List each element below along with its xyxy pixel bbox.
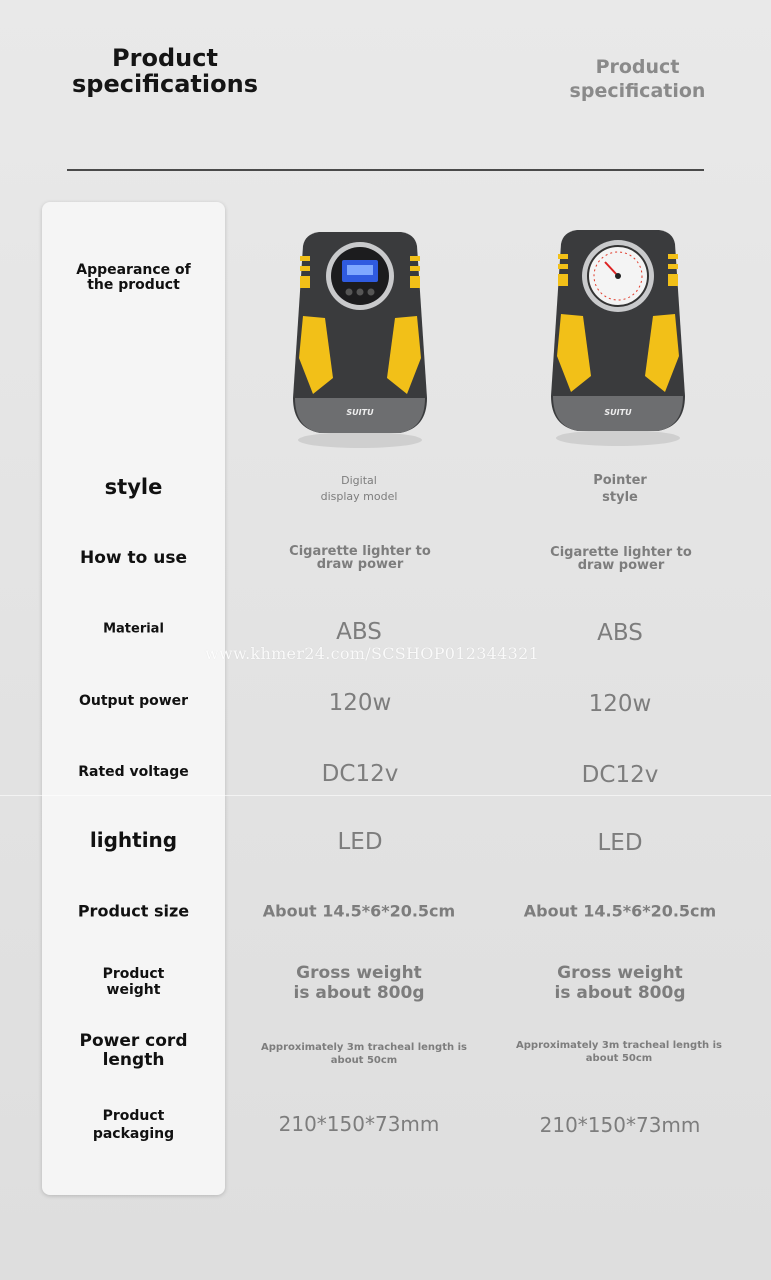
label-cord-line2: length: [102, 1050, 165, 1070]
value-how-to-use-1: [289, 545, 431, 571]
value-weight-1-line1: Gross weight: [296, 963, 422, 983]
label-appearance-line1: Appearance of: [76, 262, 191, 278]
value-style-pointer-line2: style: [602, 490, 638, 505]
label-product-size: Product size: [77, 901, 190, 921]
value-output-power-1: 120w: [328, 690, 392, 716]
label-style: style: [104, 475, 163, 499]
value-cord-1-line1: Approximately 3m tracheal length is: [261, 1042, 467, 1053]
page-subtitle: [560, 55, 715, 103]
digital-inflator-image: [285, 228, 435, 450]
label-appearance: [42, 263, 225, 293]
value-style-pointer-line1: Pointer: [593, 473, 647, 488]
value-how-to-use-2: [550, 546, 692, 572]
label-product-packaging: [42, 1107, 225, 1143]
value-product-weight-1: [294, 963, 425, 1003]
value-product-size-1: About 14.5*6*20.5cm: [262, 901, 456, 921]
label-packaging-line1: Product: [102, 1108, 165, 1124]
label-output-power: Output power: [78, 693, 189, 709]
label-product-weight: [42, 966, 225, 998]
label-weight-line2: weight: [106, 982, 161, 998]
page-title-line1: Product: [112, 44, 218, 72]
value-packaging-1: 210*150*73mm: [278, 1112, 440, 1136]
pointer-inflator-image: [543, 226, 693, 448]
value-lighting-1: LED: [337, 829, 383, 855]
value-product-size-2: About 14.5*6*20.5cm: [523, 901, 717, 921]
image-seam: [0, 795, 771, 796]
value-use-2-line1: Cigarette lighter to: [550, 545, 692, 560]
value-cord-2-line1: Approximately 3m tracheal length is: [516, 1040, 722, 1051]
value-cord-2-line2: about 50cm: [585, 1053, 653, 1064]
value-material-2: ABS: [597, 620, 643, 646]
value-power-cord-1: [261, 1041, 467, 1067]
value-rated-voltage-2: DC12v: [581, 762, 659, 788]
label-lighting: lighting: [89, 828, 178, 852]
label-appearance-line2: the product: [87, 277, 180, 293]
label-material: Material: [103, 621, 164, 637]
label-cord-line1: Power cord: [79, 1031, 188, 1051]
value-use-1-line1: Cigarette lighter to: [289, 544, 431, 559]
value-packaging-2: 210*150*73mm: [539, 1113, 701, 1137]
value-product-weight-2: [555, 963, 686, 1003]
value-use-2-line2: draw power: [577, 558, 665, 573]
value-style-pointer: [593, 472, 647, 506]
value-output-power-2: 120w: [588, 691, 652, 717]
value-style-digital: [321, 473, 398, 505]
value-style-digital-line2: display model: [320, 490, 398, 503]
page-subtitle-line1: Product: [595, 56, 680, 78]
value-material-1: ABS: [336, 619, 382, 645]
page-title: [70, 45, 260, 97]
watermark: www.khmer24.com/SCSHOP012344321: [205, 644, 540, 663]
value-weight-2-line1: Gross weight: [557, 963, 683, 983]
value-rated-voltage-1: DC12v: [321, 761, 399, 787]
label-weight-line1: Product: [102, 966, 165, 982]
brand-logo: SUITU: [346, 408, 374, 417]
value-use-1-line2: draw power: [316, 557, 404, 572]
value-weight-1-line2: is about 800g: [293, 983, 425, 1003]
label-power-cord-length: [42, 1032, 225, 1070]
label-packaging-line2: packaging: [92, 1126, 175, 1142]
value-lighting-2: LED: [597, 830, 643, 856]
page-title-line2: specifications: [72, 70, 258, 98]
page-subtitle-line2: specification: [569, 80, 706, 102]
label-how-to-use: How to use: [79, 548, 187, 568]
header-divider: [67, 169, 704, 171]
label-rated-voltage: Rated voltage: [78, 764, 189, 780]
value-weight-2-line2: is about 800g: [554, 983, 686, 1003]
brand-logo: SUITU: [604, 408, 632, 417]
value-style-digital-line1: Digital: [341, 474, 377, 487]
value-cord-1-line2: about 50cm: [330, 1055, 398, 1066]
value-power-cord-2: [516, 1039, 722, 1065]
